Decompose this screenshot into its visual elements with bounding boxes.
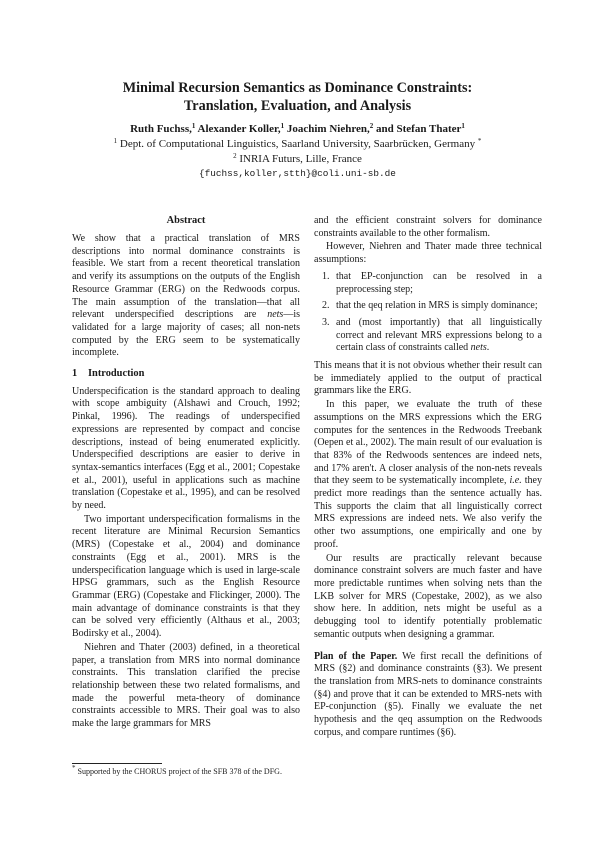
author-affil-mark: 2 [369, 122, 374, 130]
intro-paragraph-5: This means that it is not obvious whether their result can be immediately applied to the output of practical grammars like the ERG. [314, 360, 542, 397]
affiliation-text: INRIA Futurs, Lille, France [236, 153, 362, 165]
intro-paragraph-2: Two important underspecification formalisms in the recent literature are Minimal Recursion Semantics (MRS) (Copestake et al., 2004) and dominance constraints (Egg et al., 2001). MRS is the underspecification language which is used in large-scale HPSG grammars, such as the English Resource Grammar (ERG) (Copestake and Flickinger, 2000). The main advantage of dominance constraints is that they can be solved very efficiently (Althaus et al., 2003; Bodirsky et al., 2004). [72, 513, 300, 640]
footnote-text: Supported by the CHORUS project of the SFB 378 of the DFG. [75, 767, 282, 776]
assumption-list [314, 271, 542, 355]
abstract-heading: Abstract [166, 215, 206, 226]
author-affil-mark: 1 [280, 122, 285, 130]
title-line-1: Minimal Recursion Semantics as Dominance Constraints: [122, 80, 473, 96]
author-name: Alexander Koller, [195, 123, 281, 135]
right-column [314, 215, 542, 739]
intro-paragraph-7: Our results are practically relevant because dominance constraint solvers are much faster and have more predictable runtimes when solving nets than the LKB solver for MRS (Copestake, 2002), as we also show here. In addition, nets might be useful as a debugging tool to identify potentially problematic semantic outputs when designing a grammar. [314, 552, 542, 640]
affiliation-1 [40, 138, 555, 151]
section-heading-introduction [72, 368, 300, 381]
left-column [72, 215, 300, 731]
list-item: 3. and (most importantly) that all linguistically correct and relevant MRS expressions belong to a certain class of constraints called nets. [322, 316, 542, 354]
section-number: 1 [72, 368, 78, 380]
intro-paragraph-6: In this paper, we evaluate the truth of these assumptions on the MRS expressions which the ERG computes for the sentences in the Redwoods Treebank (Oepen et al., 2002). The main result of our evaluation is that 83% of the Redwoods sentences are indeed nets, and 17% aren't. A closer analysis of the non-nets reveals that they seem to be systematically incomplete, i.e. they predict more readings than the sentence actually has. This supports the claim that all linguistically correct MRS expressions are indeed nets. We also verify the other two assumptions, one empirically and one by proof. [314, 399, 542, 550]
footnote-divider [72, 763, 162, 764]
footnote-mark: * [72, 764, 76, 772]
list-item: 1. that EP-conjunction can be resolved in a preprocessing step; [322, 270, 542, 295]
plan-paragraph: Plan of the Paper. We first recall the definitions of MRS (§2) and dominance constraints (§3). We present the translation from MRS-nets to dominance constraints (§4) and prove that it can be extended to MRS-nets with EP-conjunction (§5). Finally we evaluate the net hypothesis and the qeq assumption on the Redwoods corpus, and compare runtimes (§6). [314, 650, 542, 738]
intro-paragraph-1: Underspecification is the standard approach to dealing with scope ambiguity (Alshawi and Crouch, 1992; Pinkal, 1996). The readings of underspecified expressions are represented by compact and concise descriptions, instead of being enumerated explicitly. Underspecified descriptions are easier to derive in syntax-semantics interfaces (Egg et al., 2001; Copestake et al., 2001), useful in applications such as machine translation (Copestake et al., 1995), and can be resolved by need. [72, 385, 300, 512]
intro-paragraph-3-continued: and the efficient constraint solvers for dominance constraints available to the other formalism. [314, 215, 542, 239]
affiliation-mark: 1 [113, 137, 118, 145]
intro-paragraph-4: However, Niehren and Thater made three technical assumptions: [314, 241, 542, 266]
plan-heading: Plan of the Paper. [314, 650, 398, 662]
paper-title [60, 79, 535, 115]
affiliation-text: Dept. of Computational Linguistics, Saarland University, Saarbrücken, Germany [117, 138, 478, 150]
title-line-2: Translation, Evaluation, and Analysis [183, 98, 412, 114]
footnote [72, 764, 300, 777]
abstract-text: We show that a practical translation of MRS descriptions into normal dominance constraints is feasible. We start from a recent theoretical translation and verify its assumptions on the outputs of the English Resource Grammar (ERG) on the Redwoods corpus. The main assumption of the translation—that all relevant underspecified descriptions are nets—is validated for a large majority of cases; all non-nets computed by the ERG seem to be systematically incomplete. [72, 233, 300, 359]
affiliation-2 [40, 153, 555, 166]
author-list [40, 123, 555, 136]
section-title: Introduction [88, 368, 145, 380]
intro-paragraph-3: Niehren and Thater (2003) defined, in a theoretical paper, a translation from MRS into normal dominance constraints. This translation clarified the precise relationship between these two related formalisms, and made the powerful meta-theory of dominance constraints accessible to MRS. Their goal was to also make the large grammars for MRS [72, 641, 300, 730]
affiliation-mark: 2 [233, 152, 237, 160]
author-affil-mark: 1 [461, 122, 465, 130]
footnote-star: * [477, 137, 482, 145]
author-name: Joachim Niehren, [284, 123, 370, 135]
list-item: 2. that the qeq relation in MRS is simply dominance; [322, 300, 538, 312]
author-emails: {fuchss,koller,stth}@coli.uni-sb.de [199, 168, 396, 179]
author-name: and Stefan Thater [373, 123, 462, 135]
author-name: Ruth Fuchss, [130, 123, 192, 135]
author-affil-mark: 1 [191, 122, 196, 130]
